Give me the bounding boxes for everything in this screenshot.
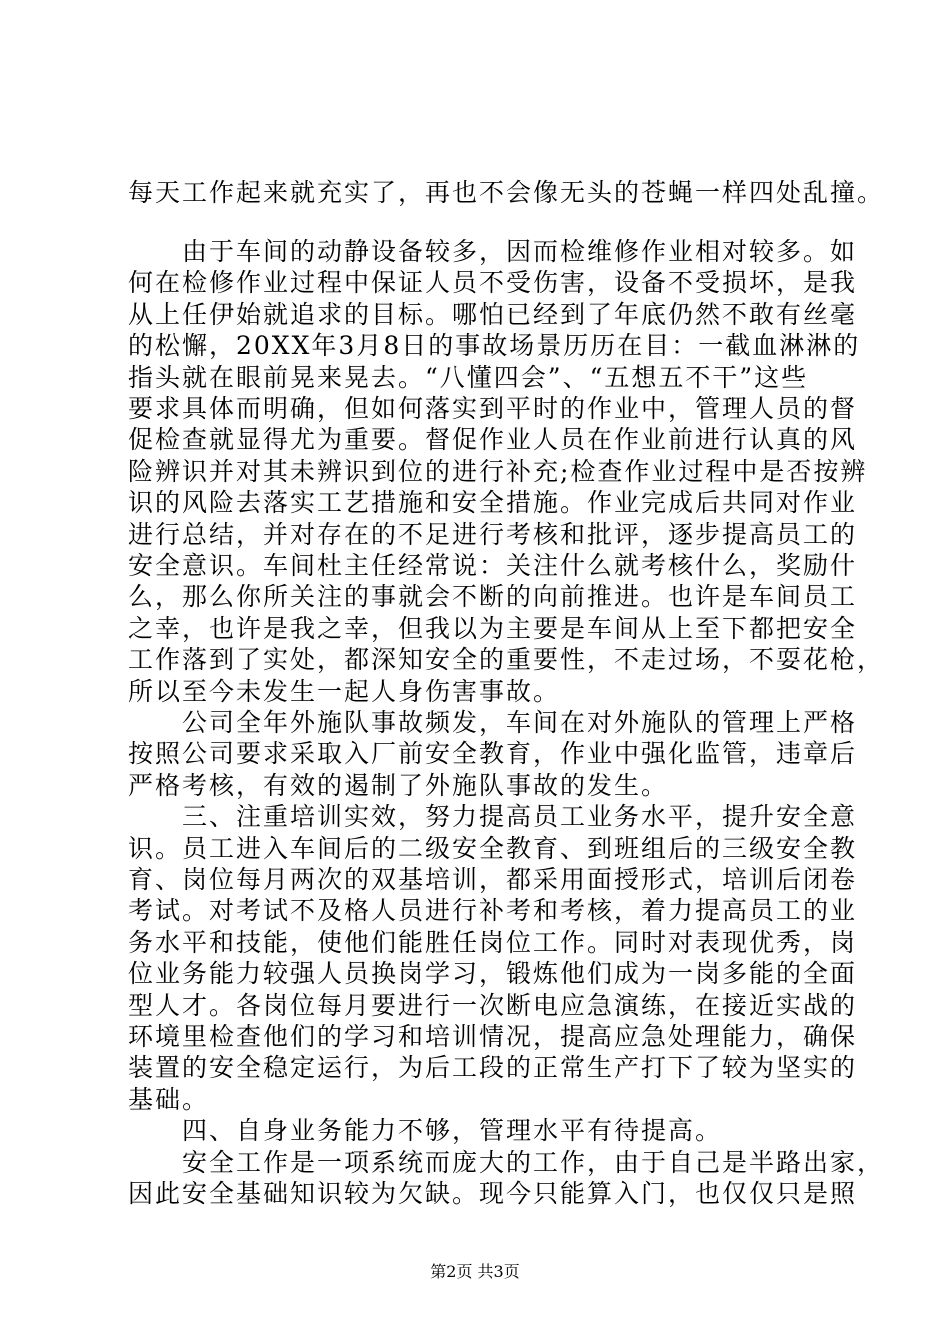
text-line: 考试。对考试不及格人员进行补考和考核，着力提高员工的业 <box>128 896 858 926</box>
page-footer: 第2页 共3页 <box>430 1262 520 1281</box>
text-line: 识的风险去落实工艺措施和安全措施。作业完成后共同对作业 <box>128 488 858 518</box>
text-line: 环境里检查他们的学习和培训情况，提高应急处理能力，确保 <box>128 1022 858 1051</box>
text-line: 促检查就显得尤为重要。督促作业人员在作业前进行认真的风 <box>128 425 858 455</box>
text-line: 育、岗位每月两次的双基培训，都采用面授形式，培训后闭卷 <box>128 865 858 894</box>
text-line: 的松懈，20XX年3月8日的事故场景历历在目：一截血淋淋的 <box>128 331 861 361</box>
text-line: 安全工作是一项系统而庞大的工作，由于自己是半路出家， <box>128 1147 885 1177</box>
text-line: 四、自身业务能力不够，管理水平有待提高。 <box>128 1116 723 1146</box>
text-line: 何在检修作业过程中保证人员不受伤害，设备不受损坏，是我 <box>128 268 858 298</box>
text-line: 型人才。各岗位每月要进行一次断电应急演练，在接近实战的 <box>128 990 858 1020</box>
text-line: 进行总结，并对存在的不足进行考核和批评，逐步提高员工的 <box>128 519 858 549</box>
text-line: 严格考核，有效的遏制了外施队事故的发生。 <box>128 770 669 800</box>
text-line: 安全意识。车间杜主任经常说：关注什么就考核什么，奖励什 <box>128 551 858 580</box>
text-line: 要求具体而明确，但如何落实到平时的作业中，管理人员的督 <box>128 394 858 423</box>
text-line: 每天工作起来就充实了，再也不会像无头的苍蝇一样四处乱撞。 <box>128 178 885 207</box>
text-line: 按照公司要求采取入厂前安全教育，作业中强化监管，违章后 <box>128 739 858 769</box>
text-line: 装置的安全稳定运行，为后工段的正常生产打下了较为坚实的 <box>128 1053 858 1083</box>
text-line: 指头就在眼前晃来晃去。“八懂四会”、“五想五不干”这些 <box>128 362 809 392</box>
text-line: 由于车间的动静设备较多，因而检维修作业相对较多。如 <box>128 237 858 266</box>
text-line: 所以至今未发生一起人身伤害事故。 <box>128 676 561 706</box>
text-line: 识。员工进入车间后的二级安全教育、到班组后的三级安全教 <box>128 833 858 863</box>
text-line: 务水平和技能，使他们能胜任岗位工作。同时对表现优秀，岗 <box>128 927 858 957</box>
text-line: 因此安全基础知识较为欠缺。现今只能算入门，也仅仅只是照 <box>128 1179 858 1208</box>
text-line: 三、注重培训实效，努力提高员工业务水平，提升安全意 <box>128 802 858 832</box>
text-line: 基础。 <box>128 1084 210 1114</box>
text-line: 位业务能力较强人员换岗学习，锻炼他们成为一岗多能的全面 <box>128 959 858 989</box>
text-line: 么，那么你所关注的事就会不断的向前推进。也许是车间员工 <box>128 582 858 612</box>
text-line: 之幸，也许是我之幸，但我以为主要是车间从上至下都把安全 <box>128 613 858 643</box>
text-line: 工作落到了实处，都深知安全的重要性，不走过场，不耍花枪， <box>128 645 885 675</box>
text-line: 从上任伊始就追求的目标。哪怕已经到了年底仍然不敢有丝毫 <box>128 299 858 329</box>
text-line: 公司全年外施队事故频发，车间在对外施队的管理上严格 <box>128 708 858 737</box>
text-line: 险辨识并对其未辨识到位的进行补充;检查作业过程中是否按辨 <box>128 456 868 486</box>
